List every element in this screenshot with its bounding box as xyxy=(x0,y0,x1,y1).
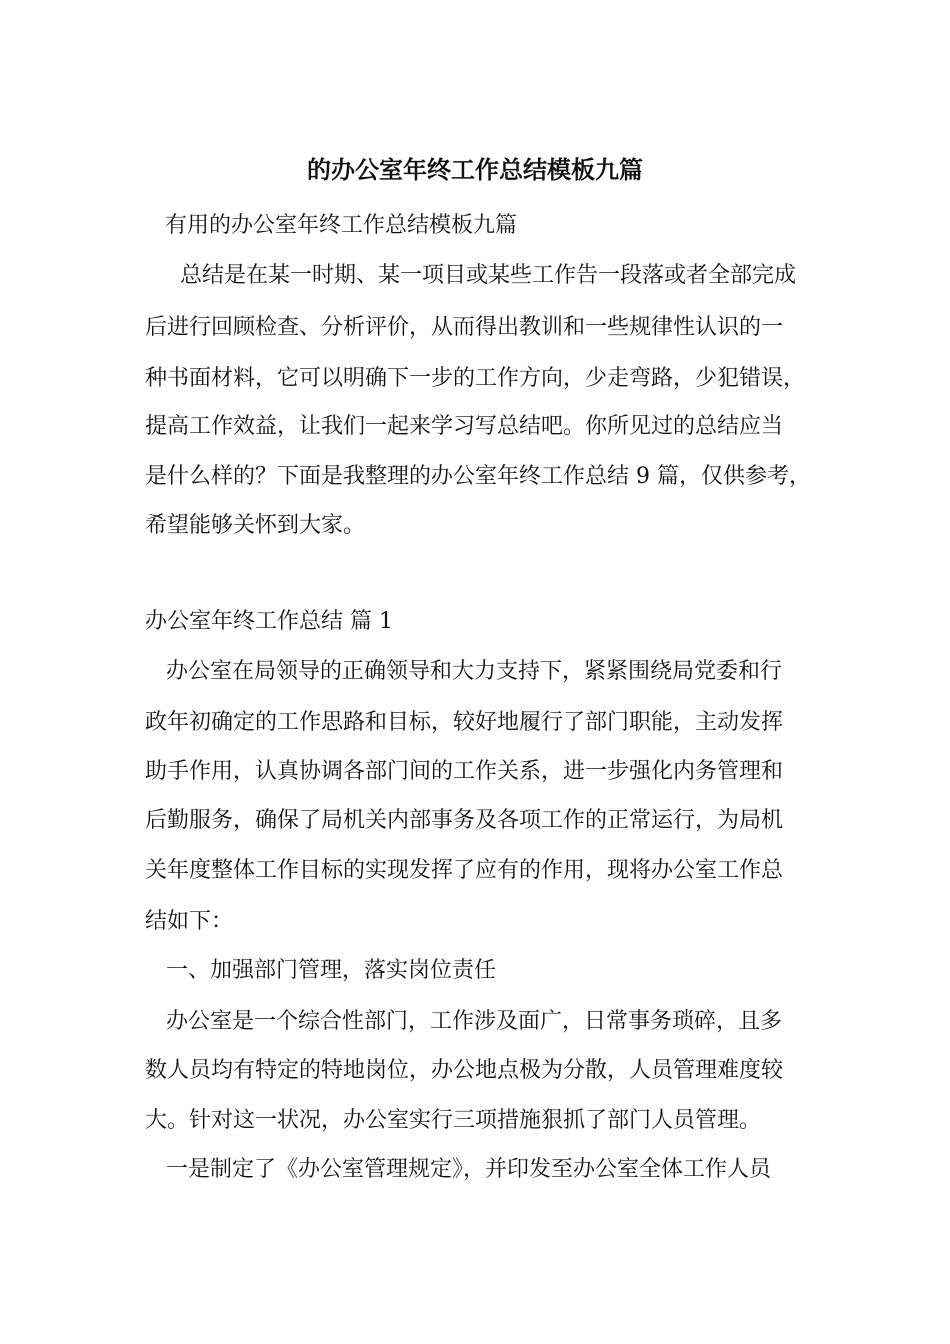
para2-line-3: 大。针对这一状况，办公室实行三项措施狠抓了部门人员管理。 xyxy=(145,1108,762,1133)
subheading-1: 一、加强部门管理，落实岗位责任 xyxy=(166,958,497,983)
section-line-3: 助手作用，认真协调各部门间的工作关系，进一步强化内务管理和 xyxy=(145,759,784,784)
intro-line-4: 提高工作效益，让我们一起来学习写总结吧。你所见过的总结应当 xyxy=(145,414,784,439)
section-heading: 办公室年终工作总结 篇 1 xyxy=(145,609,393,634)
para2-line-2: 数人员均有特定的特地岗位，办公地点极为分散，人员管理难度较 xyxy=(145,1058,784,1083)
section-line-5: 关年度整体工作目标的实现发挥了应有的作用，现将办公室工作总 xyxy=(145,858,784,883)
document-subtitle: 有用的办公室年终工作总结模板九篇 xyxy=(165,213,518,238)
intro-line-1: 总结是在某一时期、某一项目或某些工作告一段落或者全部完成 xyxy=(180,263,797,288)
section-line-1: 办公室在局领导的正确领导和大力支持下，紧紧围绕局党委和行 xyxy=(166,659,783,684)
section-line-6: 结如下： xyxy=(145,909,234,934)
para3-line-1: 一是制定了《办公室管理规定》，并印发至办公室全体工作人员 xyxy=(166,1157,772,1182)
document-title: 的办公室年终工作总结模板九篇 xyxy=(307,156,643,184)
section-line-4: 后勤服务，确保了局机关内部事务及各项工作的正常运行，为局机 xyxy=(145,808,784,833)
intro-line-3: 种书面材料，它可以明确下一步的工作方向，少走弯路，少犯错误， xyxy=(145,366,806,391)
section-line-2: 政年初确定的工作思路和目标，较好地履行了部门职能，主动发挥 xyxy=(145,710,784,735)
intro-line-6: 希望能够关怀到大家。 xyxy=(145,513,366,538)
intro-line-5: 是什么样的？下面是我整理的办公室年终工作总结 9 篇，仅供参考， xyxy=(145,464,811,489)
intro-line-2: 后进行回顾检查、分析评价，从而得出教训和一些规律性认识的一 xyxy=(145,315,784,340)
para2-line-1: 办公室是一个综合性部门，工作涉及面广，日常事务琐碎，且多 xyxy=(166,1009,783,1034)
